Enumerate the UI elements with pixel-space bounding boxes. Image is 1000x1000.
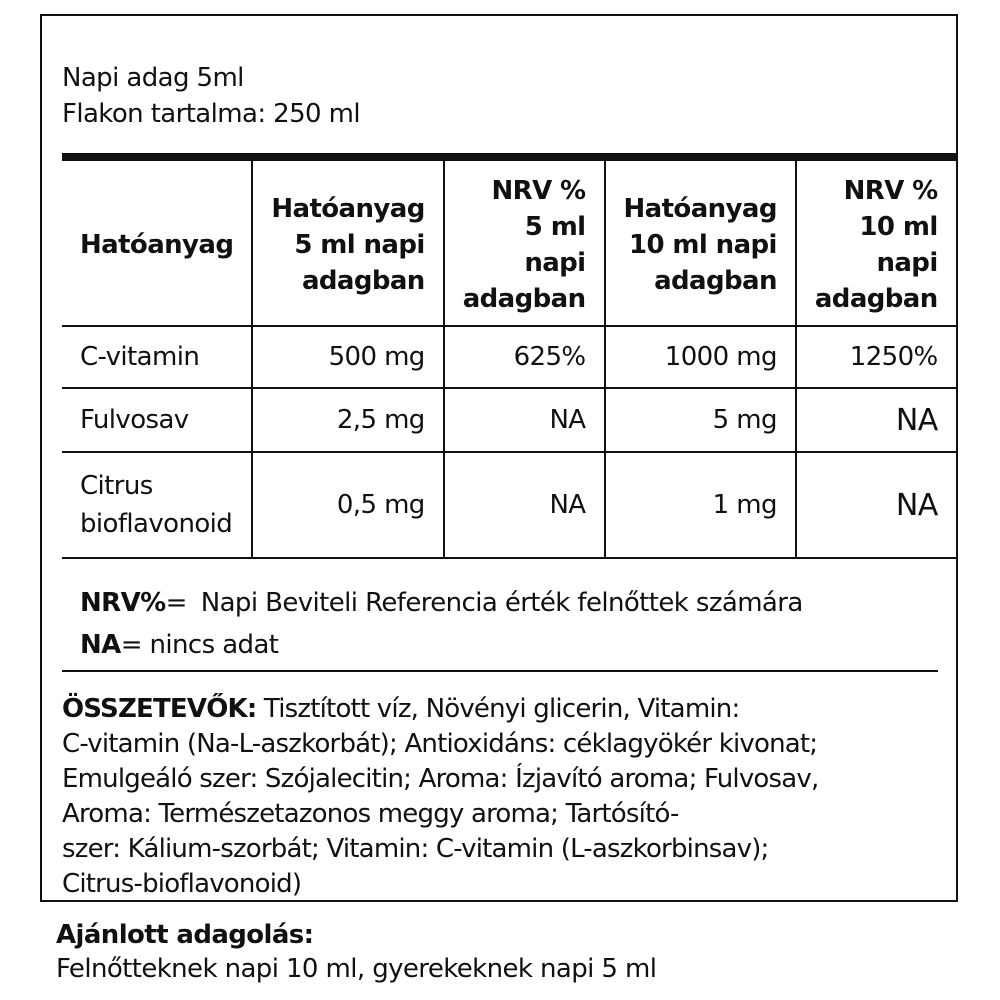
nrv-10ml-cell: NA <box>796 452 956 558</box>
amount-5ml-cell: 0,5 mg <box>252 452 443 558</box>
ingredients-line: szer: Kálium-szorbát; Vitamin: C-vitamin (L-aszkorbinsav); <box>62 834 769 864</box>
amount-10ml-cell: 5 mg <box>605 388 796 452</box>
ingredients-label: ÖSSZETEVŐK: <box>62 694 257 724</box>
amount-10ml-cell: 1 mg <box>605 452 796 558</box>
nrv-5ml-cell: 625% <box>444 326 605 388</box>
ingredient-name-cell: Fulvosav <box>62 388 252 452</box>
abbreviation-legend <box>80 582 803 666</box>
ingredients-line: Tisztított víz, Növényi glicerin, Vitamin: <box>256 694 740 724</box>
ingredient-name-cell: C-vitamin <box>62 326 252 388</box>
nrv-10ml-cell: 1250% <box>796 326 956 388</box>
table-row <box>62 452 956 558</box>
ingredient-name-cell: Citrus bioflavonoid <box>62 452 252 558</box>
amount-5ml-cell: 500 mg <box>252 326 443 388</box>
nrv-10ml-cell: NA <box>796 388 956 452</box>
bottle-content-text: Flakon tartalma: 250 ml <box>62 99 360 129</box>
ingredients-section <box>62 692 942 902</box>
dosage-heading: Ajánlott adagolás: <box>56 920 314 950</box>
legend-na: NA= nincs adat <box>80 630 279 660</box>
header-amount-5ml: Hatóanyag 5 ml napi adagban <box>252 157 443 326</box>
amount-5ml-cell: 2,5 mg <box>252 388 443 452</box>
ingredients-line: Citrus-bioflavonoid) <box>62 869 302 899</box>
nrv-5ml-cell: NA <box>444 388 605 452</box>
header-nrv-5ml: NRV % 5 ml napi adagban <box>444 157 605 326</box>
table-header-row <box>62 157 956 326</box>
ingredients-line: Aroma: Természetazonos meggy aroma; Tartósító- <box>62 799 679 829</box>
nrv-5ml-cell: NA <box>444 452 605 558</box>
daily-dose-text: Napi adag 5ml <box>62 63 244 93</box>
header-active-ingredient: Hatóanyag <box>62 157 252 326</box>
table-row <box>62 326 956 388</box>
nutrition-panel <box>40 14 958 902</box>
header-nrv-10ml: NRV % 10 ml napi adagban <box>796 157 956 326</box>
amount-10ml-cell: 1000 mg <box>605 326 796 388</box>
divider <box>62 670 938 672</box>
header-amount-10ml: Hatóanyag 10 ml napi adagban <box>605 157 796 326</box>
dosage-text: Felnőtteknek napi 10 ml, gyerekeknek napi 5 ml <box>56 954 657 984</box>
ingredients-line: C-vitamin (Na-L-aszkorbát); Antioxidáns: céklagyökér kivonat; <box>62 729 818 759</box>
serving-info <box>62 60 360 132</box>
dosage-section <box>56 918 656 986</box>
nutrition-table <box>62 153 956 559</box>
table-row <box>62 388 956 452</box>
ingredients-line: Emulgeáló szer: Szójalecitin; Aroma: Ízjavító aroma; Fulvosav, <box>62 764 819 794</box>
legend-nrv: NRV%= Napi Beviteli Referencia érték felnőttek számára <box>80 588 803 618</box>
